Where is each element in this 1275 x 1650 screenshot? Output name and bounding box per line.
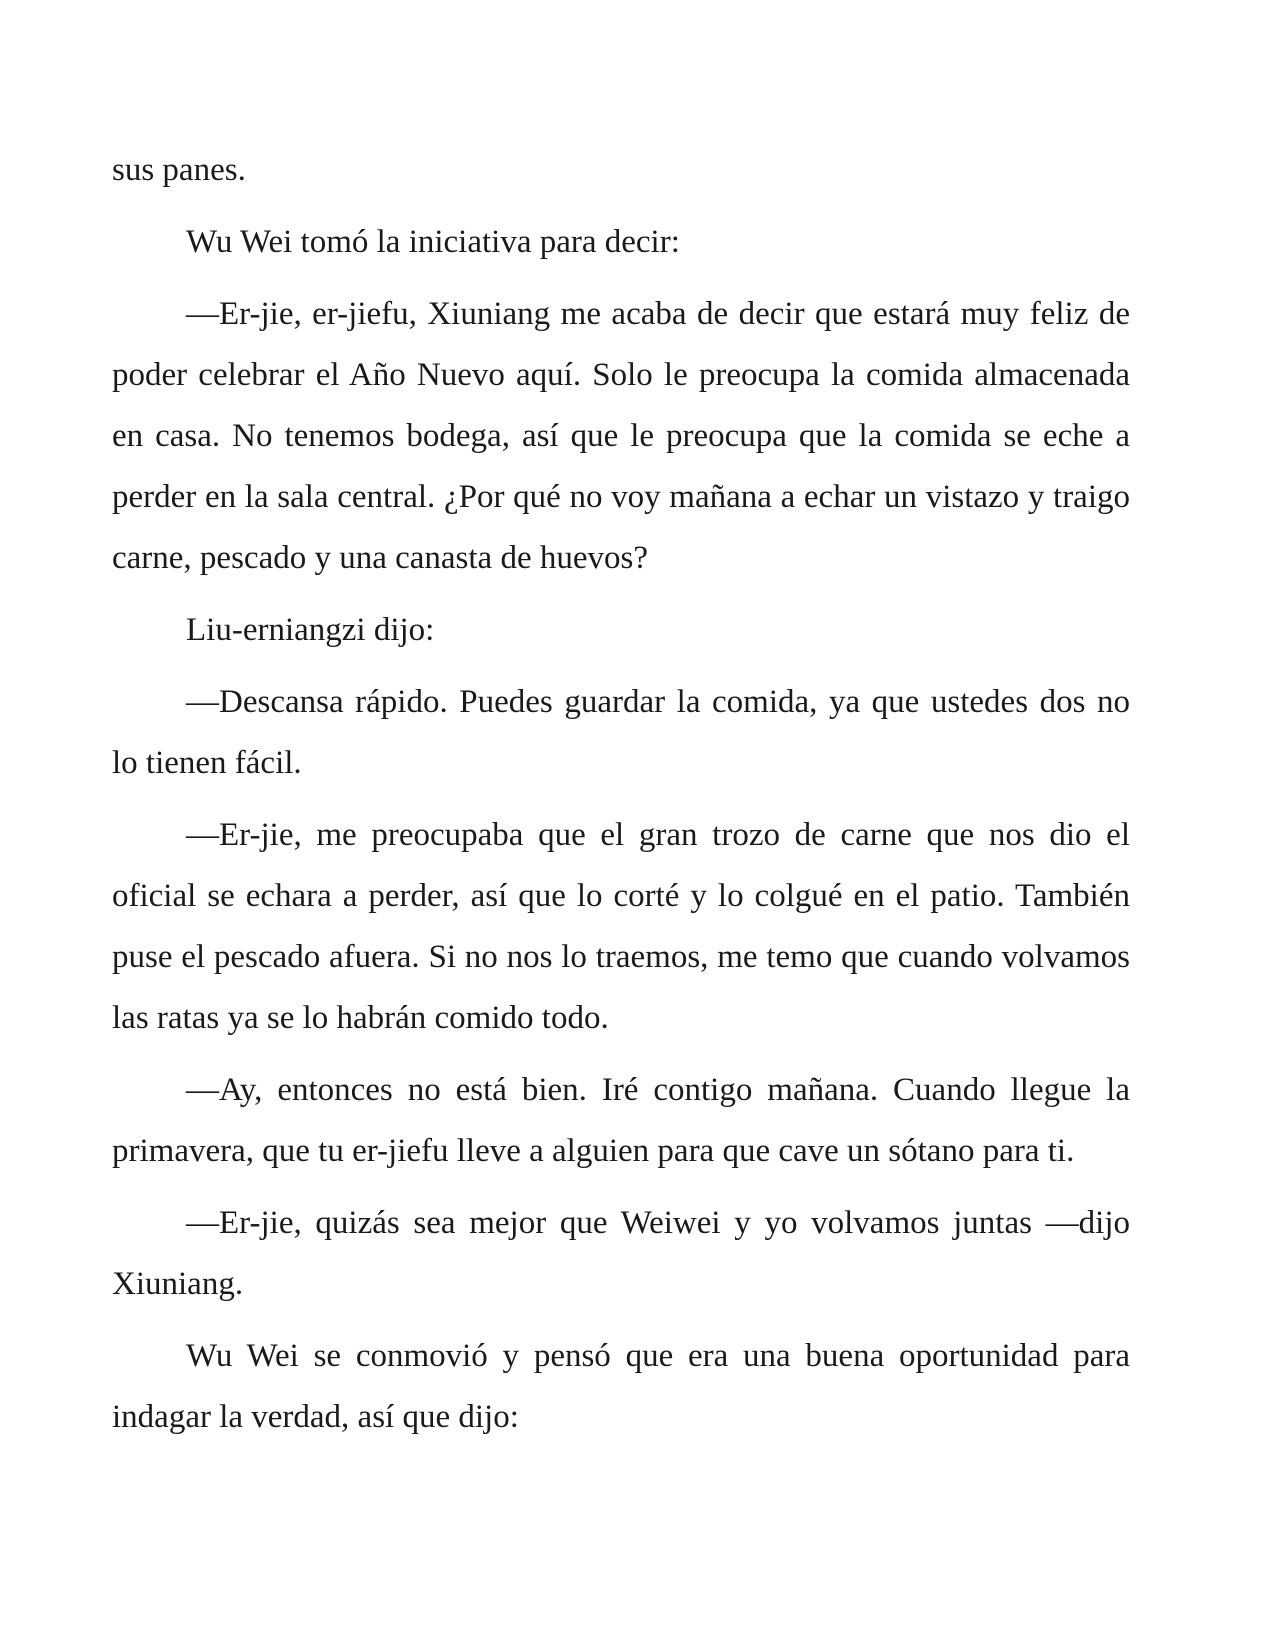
paragraph: Wu Wei se conmovió y pensó que era una buena oportunidad para indagar la verdad, así que dijo: xyxy=(112,1338,1130,1435)
paragraph: Wu Wei tomó la iniciativa para decir: xyxy=(186,224,680,260)
paragraph: —Descansa rápido. Puedes guardar la comida, ya que ustedes dos no lo tienen fácil. xyxy=(112,684,1130,781)
paragraph: —Ay, entonces no está bien. Iré contigo mañana. Cuando llegue la primavera, que tu er-jiefu lleve a alguien para que cave un sótano para ti. xyxy=(112,1072,1130,1169)
document-page xyxy=(112,140,1130,1459)
paragraph: —Er-jie, er-jiefu, Xiuniang me acaba de decir que estará muy feliz de poder celebrar el Año Nuevo aquí. Solo le preocupa la comida almacenada en casa. No tenemos bodega, así que le preocupa que la comida se eche a perder en la sala central. ¿Por qué no voy mañana a echar un vistazo y traigo carne, pescado y una canasta de huevos? xyxy=(112,296,1130,576)
paragraph: —Er-jie, me preocupaba que el gran trozo de carne que nos dio el oficial se echara a perder, así que lo corté y lo colgué en el patio. También puse el pescado afuera. Si no nos lo traemos, me temo que cuando volvamos las ratas ya se lo habrán comido todo. xyxy=(112,817,1130,1036)
paragraph: sus panes. xyxy=(112,152,246,188)
paragraph: Liu-erniangzi dijo: xyxy=(186,612,435,648)
paragraph: —Er-jie, quizás sea mejor que Weiwei y yo volvamos juntas —dijo Xiuniang. xyxy=(112,1205,1130,1302)
